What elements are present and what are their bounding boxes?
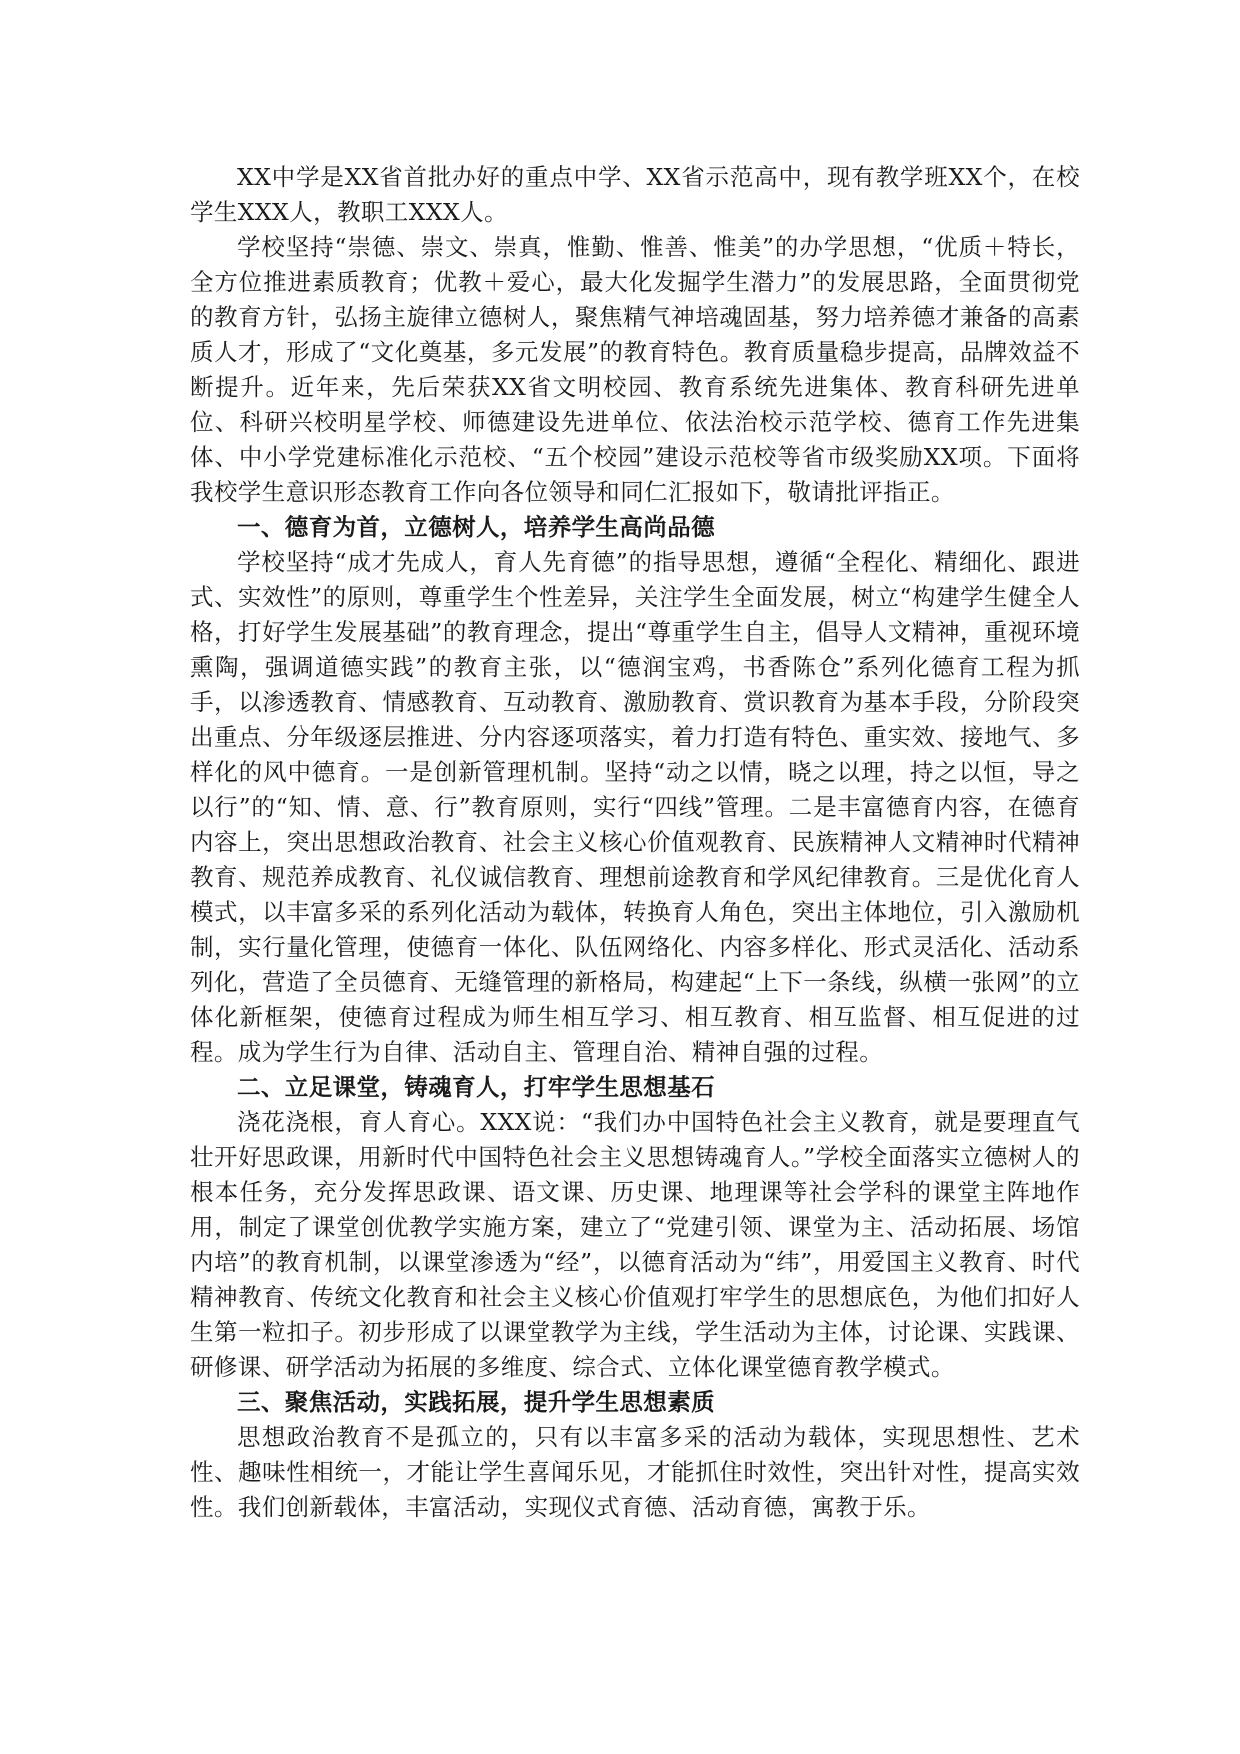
paragraph-activities: 思想政治教育不是孤立的，只有以丰富多采的活动为载体，实现思想性、艺术性、趣味性相统一，才能让学生喜闻乐见，才能抓住时效性，突出针对性，提高实效性。我们创新载体，丰富活动，实现仪式育德、活动育德，寓教于乐。 [190,1423,1080,1521]
document-page [190,160,1080,1525]
paragraph-moral-education: 学校坚持“成才先成人，育人先育德”的指导思想，遵循“全程化、精细化、跟进式、实效性”的原则，尊重学生个性差异，关注学生全面发展，树立“构建学生健全人格，打好学生发展基础”的教育理念，提出“尊重学生自主，倡导人文精神，重视环境熏陶，强调道德实践”的教育主张，以“德润宝鸡，书香陈仓”系列化德育工程为抓手，以渗透教育、情感教育、互动教育、激励教育、赏识教育为基本手段，分阶段突出重点、分年级逐层推进、分内容逐项落实，着力打造有特色、重实效、接地气、多样化的风中德育。一是创新管理机制。坚持“动之以情，晓之以理，持之以恒，导之以行”的“知、情、意、行”教育原则，实行“四线”管理。二是丰富德育内容，在德育内容上，突出思想政治教育、社会主义核心价值观教育、民族精神人文精神时代精神教育、规范养成教育、礼仪诚信教育、理想前途教育和学风纪律教育。三是优化育人模式，以丰富多采的系列化活动为载体，转换育人角色，突出主体地位，引入激励机制，实行量化管理，使德育一体化、队伍网络化、内容多样化、形式灵活化、活动系列化，营造了全员德育、无缝管理的新格局，构建起“上下一条线，纵横一张网”的立体化新框架，使德育过程成为师生相互学习、相互教育、相互监督、相互促进的过程。成为学生行为自律、活动自主、管理自治、精神自强的过程。 [190,548,1080,1066]
paragraph-school-philosophy: 学校坚持“崇德、崇文、崇真，惟勤、惟善、惟美”的办学思想，“优质＋特长，全方位推进素质教育；优教＋爱心，最大化发掘学生潜力”的发展思路，全面贯彻党的教育方针，弘扬主旋律立德树人，聚焦精气神培魂固基，努力培养德才兼备的高素质人才，形成了“文化奠基，多元发展”的教育特色。教育质量稳步提高，品牌效益不断提升。近年来，先后荣获XX省文明校园、教育系统先进集体、教育科研先进单位、科研兴校明星学校、师德建设先进单位、依法治校示范学校、德育工作先进集体、中小学党建标准化示范校、“五个校园”建设示范校等省市级奖励XX项。下面将我校学生意识形态教育工作向各位领导和同仁汇报如下，敬请批评指正。 [190,233,1080,506]
paragraph-intro: XX中学是XX省首批办好的重点中学、XX省示范高中，现有教学班XX个，在校学生XXX人，教职工XXX人。 [190,163,1080,226]
section-heading-3: 三、聚焦活动，实践拓展，提升学生思想素质 [237,1388,715,1416]
section-heading-1: 一、德育为首，立德树人，培养学生高尚品德 [237,513,715,541]
paragraph-classroom: 浇花浇根，育人育心。XXX说：“我们办中国特色社会主义教育，就是要理直气壮开好思政课，用新时代中国特色社会主义思想铸魂育人。”学校全面落实立德树人的根本任务，充分发挥思政课、语文课、历史课、地理课等社会学科的课堂主阵地作用，制定了课堂创优教学实施方案，建立了“党建引领、课堂为主、活动拓展、场馆内培”的教育机制，以课堂渗透为“经”，以德育活动为“纬”，用爱国主义教育、时代精神教育、传统文化教育和社会主义核心价值观打牢学生的思想底色，为他们扣好人生第一粒扣子。初步形成了以课堂教学为主线，学生活动为主体，讨论课、实践课、研修课、研学活动为拓展的多维度、综合式、立体化课堂德育教学模式。 [190,1108,1080,1381]
section-heading-2: 二、立足课堂，铸魂育人，打牢学生思想基石 [237,1073,715,1101]
